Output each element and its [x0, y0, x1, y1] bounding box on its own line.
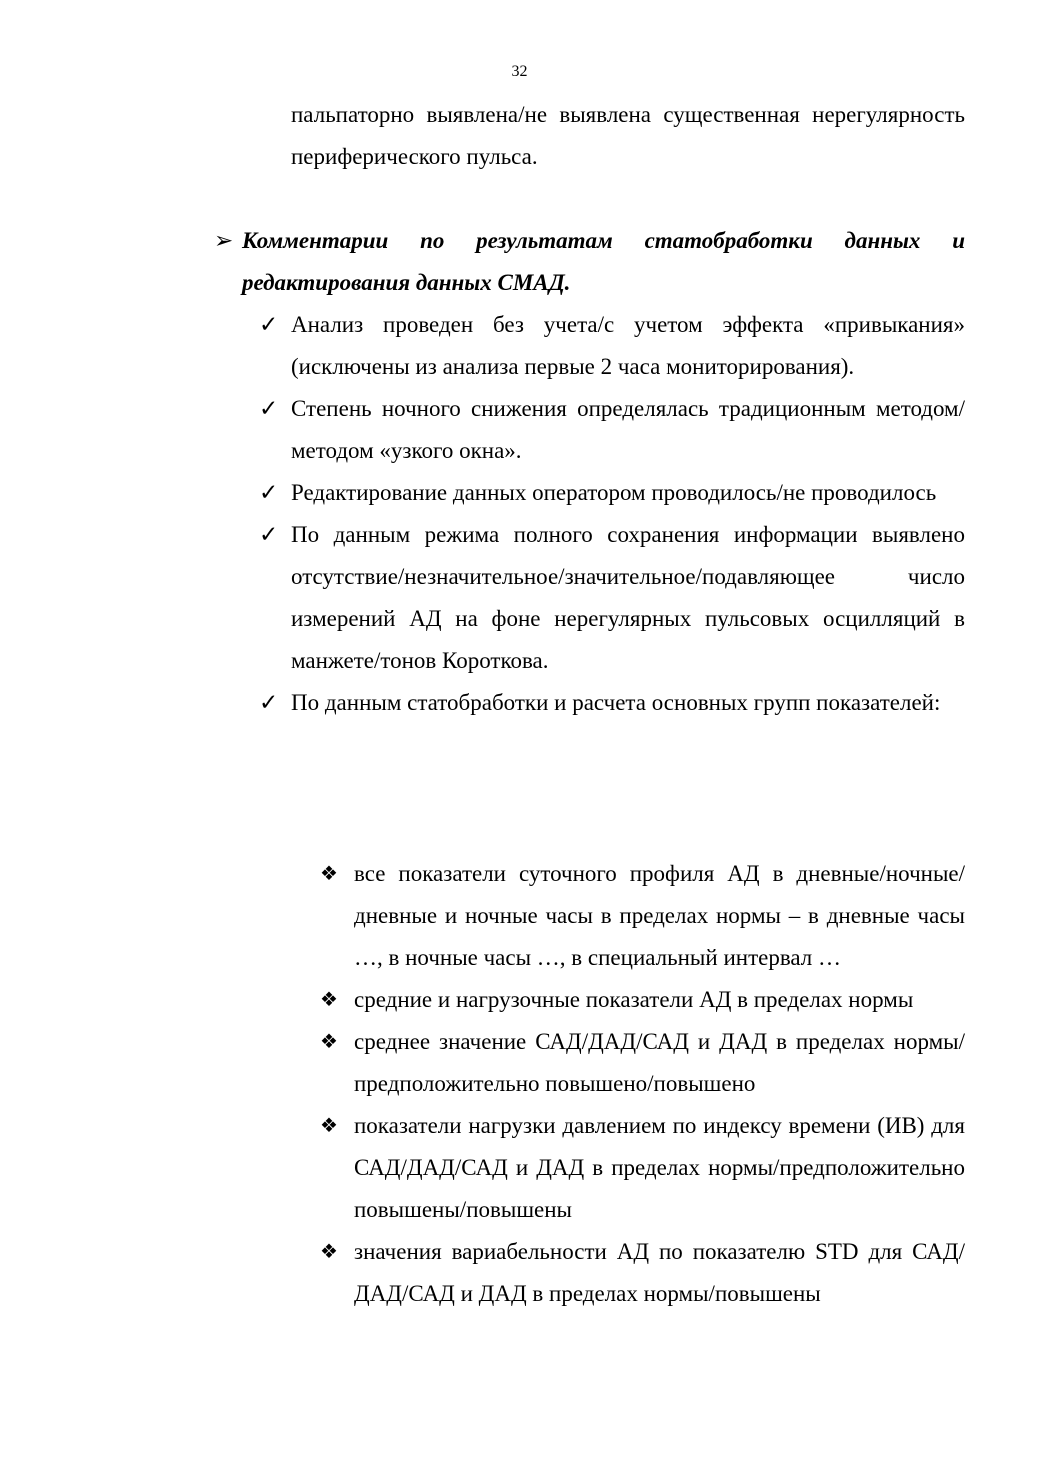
list-item — [259, 514, 965, 682]
checkmark-icon: ✓ — [259, 312, 279, 337]
section-heading-text: Комментарии по результатам статобработки данных и редактирования данных СМАД. — [242, 228, 965, 295]
list-item — [259, 304, 965, 388]
arrowhead-bullet-icon: ➢ — [214, 228, 234, 253]
list-item — [259, 682, 965, 724]
four-diamond-bullet-icon: ❖ — [320, 989, 338, 1011]
list-item — [259, 472, 965, 514]
list-item-text: средние и нагрузочные показатели АД в пределах нормы — [354, 987, 914, 1012]
checkmark-list — [259, 304, 965, 724]
list-item — [259, 388, 965, 472]
section-heading — [214, 220, 965, 304]
list-item — [320, 1231, 965, 1315]
list-item-text: значения вариабельности АД по показателю STD для САД/ДАД/САД и ДАД в пределах нормы/повышены — [354, 1239, 965, 1306]
list-item-text: все показатели суточного профиля АД в дневные/ночные/дневные и ночные часы в пределах нормы – в дневные часы …, в ночные часы …, в специальный интервал … — [354, 861, 965, 970]
list-item-text: среднее значение САД/ДАД/САД и ДАД в пределах нормы/предположительно повышено/повышено — [354, 1029, 965, 1096]
checkmark-icon: ✓ — [259, 690, 279, 715]
list-item-text: показатели нагрузки давлением по индексу времени (ИВ) для САД/ДАД/САД и ДАД в пределах нормы/предположительно повышены/повышены — [354, 1113, 965, 1222]
diamond-list — [320, 853, 965, 1315]
list-item-text: Редактирование данных оператором проводилось/не проводилось — [291, 480, 937, 505]
four-diamond-bullet-icon: ❖ — [320, 863, 338, 885]
list-item-text: Степень ночного снижения определялась традиционным методом/методом «узкого окна». — [291, 396, 965, 463]
four-diamond-bullet-icon: ❖ — [320, 1115, 338, 1137]
checkmark-icon: ✓ — [259, 522, 279, 547]
list-item — [320, 853, 965, 979]
page-number: 32 — [511, 63, 528, 80]
intro-paragraph: пальпаторно выявлена/не выявлена существенная нерегулярность периферического пульса. — [291, 102, 965, 169]
list-item — [320, 1105, 965, 1231]
four-diamond-bullet-icon: ❖ — [320, 1241, 338, 1263]
checkmark-icon: ✓ — [259, 480, 279, 505]
list-item — [320, 1021, 965, 1105]
list-item — [320, 979, 965, 1021]
checkmark-icon: ✓ — [259, 396, 279, 421]
list-item-text: Анализ проведен без учета/с учетом эффекта «привыкания» (исключены из анализа первые 2 часа мониторирования). — [291, 312, 965, 379]
four-diamond-bullet-icon: ❖ — [320, 1031, 338, 1053]
list-item-text: По данным режима полного сохранения информации выявлено отсутствие/незначительное/значительное/подавляющее число измерений АД на фоне нерегулярных пульсовых осцилляций в манжете/тонов Короткова. — [291, 522, 965, 673]
list-item-text: По данным статобработки и расчета основных групп показателей: — [291, 690, 941, 715]
